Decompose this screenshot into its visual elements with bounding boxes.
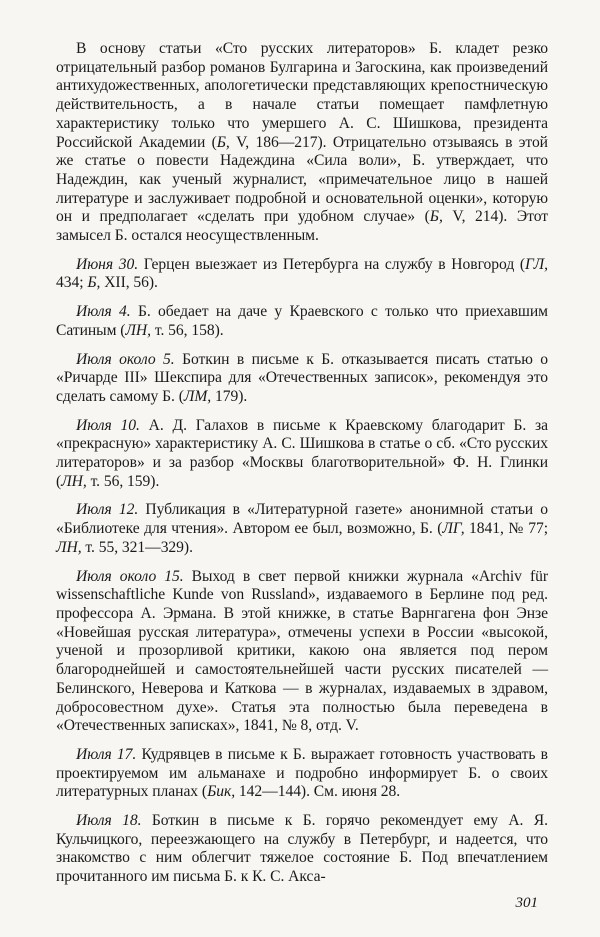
page-number: 301 (515, 895, 538, 911)
entry-july-12: Июля 12. Публикация в «Литературной газете» анонимной статьи о «Библиотеке для чтения». Автором ее был, возможно, Б. (ЛГ, 1841, № 77; ЛН, т. 55, 321—329). (56, 501, 548, 556)
entry-july-5: Июля около 5. Боткин в письме к Б. отказывается писать статью о «Ричарде III» Шекспира для «Отечественных записок», рекомендуя это сделать самому Б. (ЛМ, 179). (56, 350, 549, 405)
entry-july-15: Июля около 15. Выход в свет первой книжки журнала «Archiv für wissenschaftliche Kunde von Russland», издаваемого в Берлине под ред. профессора А. Эрмана. В этой книжке, в статье Варнгагена фон Энзе «Новейшая русская литература», отмечены успехи в России «высокой, ученой и прозорливой критики, какою она является под пером благороднейшей и самостоятельнейшей части русских писателей — Белинского, Неверова и Каткова — в журналах, издаваемых в здравом, добросовестном духе». Статья эта полностью была переведена в «Отечественных записках», 1841, № 8, отд. V. (56, 567, 548, 735)
entry-june-30: Июня 30. Герцен выезжает из Петербурга на службу в Новгород (ГЛ, 434; Б, XII, 56). (56, 255, 549, 292)
text-column (56, 40, 548, 897)
entry-july-17: Июля 17. Кудрявцев в письме к Б. выражает готовность участвовать в проектируемом им альманахе и подробно информирует Б. о своих литературных планах (Бик, 142—144). См. июня 28. (56, 745, 548, 801)
paragraph-intro: В основу статьи «Сто русских литераторов» Б. кладет резко отрицательный разбор романов Булгарина и Загоскина, как произведений антихудожественных, апологетически представляющих крепостническую действительность, а в начале статьи помещает памфлетную характеристику только что умершего А. С. Шишкова, президента Российской Академии (Б, V, 186—217). Отрицательно отзываясь в этой же статье о повести Надеждина «Сила воли», Б. утверждает, что Надеждин, как ученый журналист, «примечательное лицо в нашей литературе и заслуживает подробной и основательной оценки», которую он и предполагает «сделать при удобном случае» (Б, V, 214). Этот замысел Б. остался неосуществленным. (56, 40, 548, 245)
entry-july-4: Июля 4. Б. обедает на даче у Краевского с только что приехавшим Сатиным (ЛН, т. 56, 158). (56, 303, 548, 339)
entry-july-10: Июля 10. А. Д. Галахов в письме к Краевскому благодарит Б. за «прекрасную» характеристику А. С. Шишкова в статье о сб. «Сто русских литераторов» и за разбор «Москвы благотворительной» Ф. Н. Глинки (ЛН, т. 56, 159). (56, 416, 548, 490)
entry-july-18: Июля 18. Боткин в письме к Б. горячо рекомендует ему А. Я. Кульчицкого, переезжающего на службу в Петербург, и надеется, что знакомство с ним облегчит тяжелое состояние Б. Под впечатлением прочитанного им письма Б. к К. С. Акса- (56, 812, 548, 886)
